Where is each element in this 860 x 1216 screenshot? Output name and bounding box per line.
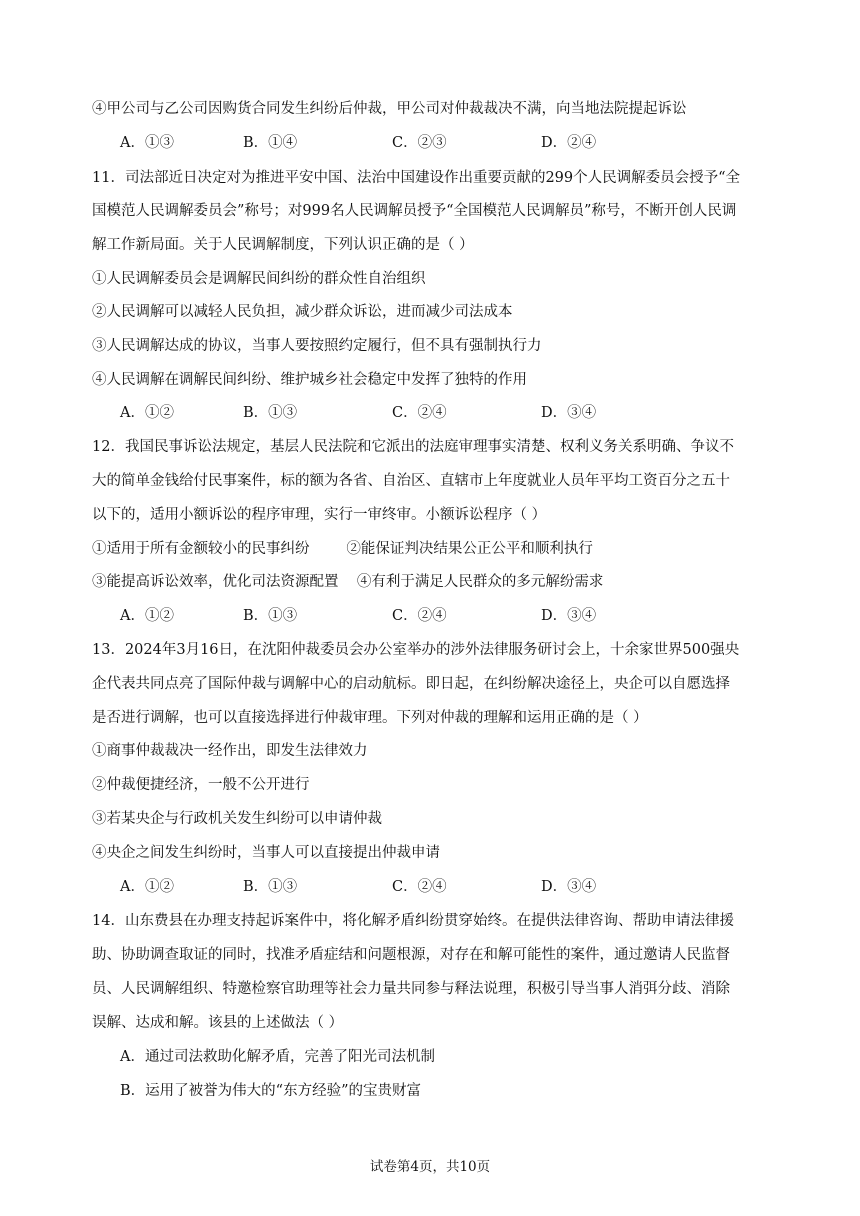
q12-stem-line-1: 12．我国民事诉讼法规定，基层人民法院和它派出的法庭审理事实清楚、权利义务关系明确、争议不 bbox=[92, 439, 734, 455]
q12-option-c[interactable]: C．②④ bbox=[392, 608, 447, 624]
q12-options bbox=[120, 606, 760, 626]
q13-statement-4: ④央企之间发生纠纷时，当事人可以直接提出仲裁申请 bbox=[92, 845, 440, 861]
q12-statements-row-2: ③能提高诉讼效率，优化司法资源配置 ④有利于满足人民群众的多元解纷需求 bbox=[92, 574, 604, 590]
q11-options bbox=[120, 403, 760, 423]
q13-option-c[interactable]: C．②④ bbox=[392, 879, 447, 895]
page-footer: 试卷第4页，共10页 bbox=[369, 1159, 491, 1175]
q11-option-b[interactable]: B．①③ bbox=[243, 405, 298, 421]
q14-stem-line-4: 误解、达成和解。该县的上述做法（ ） bbox=[92, 1015, 344, 1031]
q13-statement-2: ②仲裁便捷经济，一般不公开进行 bbox=[92, 777, 310, 793]
q10-options bbox=[120, 133, 760, 153]
q11-option-d[interactable]: D．③④ bbox=[541, 405, 597, 421]
q12-stem-line-3: 以下的，适用小额诉讼的程序审理，实行一审终审。小额诉讼程序（ ） bbox=[92, 507, 547, 523]
q13-stem-line-3: 是否进行调解，也可以直接选择进行仲裁审理。下列对仲裁的理解和运用正确的是（ ） bbox=[92, 710, 648, 726]
q12-stem-line-2: 大的简单金钱给付民事案件，标的额为各省、自治区、直辖市上年度就业人员年平均工资百分之五十 bbox=[92, 473, 730, 489]
q11-statement-3: ③人民调解达成的协议，当事人要按照约定履行，但不具有强制执行力 bbox=[92, 338, 542, 354]
q11-statement-1: ①人民调解委员会是调解民间纠纷的群众性自治组织 bbox=[92, 271, 426, 287]
q14-stem-line-1: 14．山东费县在办理支持起诉案件中，将化解矛盾纠纷贯穿始终。在提供法律咨询、帮助申请法律援 bbox=[92, 913, 734, 929]
q11-statement-2: ②人民调解可以减轻人民负担，减少群众诉讼，进而减少司法成本 bbox=[92, 304, 513, 320]
q10-option-b[interactable]: B．①④ bbox=[243, 135, 298, 151]
q12-option-d[interactable]: D．③④ bbox=[541, 608, 597, 624]
q13-statement-3: ③若某央企与行政机关发生纠纷可以申请仲裁 bbox=[92, 811, 382, 827]
q11-stem-line-1: 11．司法部近日决定对为推进平安中国、法治中国建设作出重要贡献的299个人民调解委员会授予“全 bbox=[92, 170, 741, 186]
q10-option-a[interactable]: A．①③ bbox=[120, 135, 174, 151]
q12-option-a[interactable]: A．①② bbox=[120, 608, 174, 624]
q14-stem-line-2: 助、协助调查取证的同时，找准矛盾症结和问题根源，对存在和解可能性的案件，通过邀请人民监督 bbox=[92, 947, 730, 963]
q12-statements-row-1: ①适用于所有金额较小的民事纠纷 ②能保证判决结果公正公平和顺利执行 bbox=[92, 541, 593, 557]
q13-stem-line-1: 13．2024年3月16日，在沈阳仲裁委员会办公室举办的涉外法律服务研讨会上，十余家世界500强央 bbox=[92, 642, 740, 658]
q14-stem-line-3: 员、人民调解组织、特邀检察官助理等社会力量共同参与释法说理，积极引导当事人消弭分歧、消除 bbox=[92, 981, 730, 997]
q14-choice-b[interactable]: B．运用了被誉为伟大的“东方经验”的宝贵财富 bbox=[120, 1083, 421, 1099]
q11-statement-4: ④人民调解在调解民间纠纷、维护城乡社会稳定中发挥了独特的作用 bbox=[92, 372, 527, 388]
q11-option-a[interactable]: A．①② bbox=[120, 405, 174, 421]
q11-option-c[interactable]: C．②④ bbox=[392, 405, 447, 421]
q13-option-a[interactable]: A．①② bbox=[120, 879, 174, 895]
q10-option-c[interactable]: C．②③ bbox=[392, 135, 447, 151]
q13-option-b[interactable]: B．①③ bbox=[243, 879, 298, 895]
q12-option-b[interactable]: B．①③ bbox=[243, 608, 298, 624]
q13-options bbox=[120, 877, 760, 897]
q13-stem-line-2: 企代表共同点亮了国际仲裁与调解中心的启动航标。即日起，在纠纷解决途径上，央企可以自愿选择 bbox=[92, 676, 730, 692]
q10-option-d[interactable]: D．②④ bbox=[541, 135, 597, 151]
q13-option-d[interactable]: D．③④ bbox=[541, 879, 597, 895]
q13-statement-1: ①商事仲裁裁决一经作出，即发生法律效力 bbox=[92, 743, 368, 759]
q11-stem-line-3: 解工作新局面。关于人民调解制度，下列认识正确的是（ ） bbox=[92, 237, 474, 253]
q10-statement-4: ④甲公司与乙公司因购货合同发生纠纷后仲裁，甲公司对仲裁裁决不满，向当地法院提起诉讼 bbox=[92, 101, 687, 117]
q14-choice-a[interactable]: A．通过司法救助化解矛盾，完善了阳光司法机制 bbox=[120, 1049, 435, 1065]
q11-stem-line-2: 国模范人民调解委员会”称号；对999名人民调解员授予“全国模范人民调解员”称号，不断开创人民调 bbox=[92, 203, 737, 219]
